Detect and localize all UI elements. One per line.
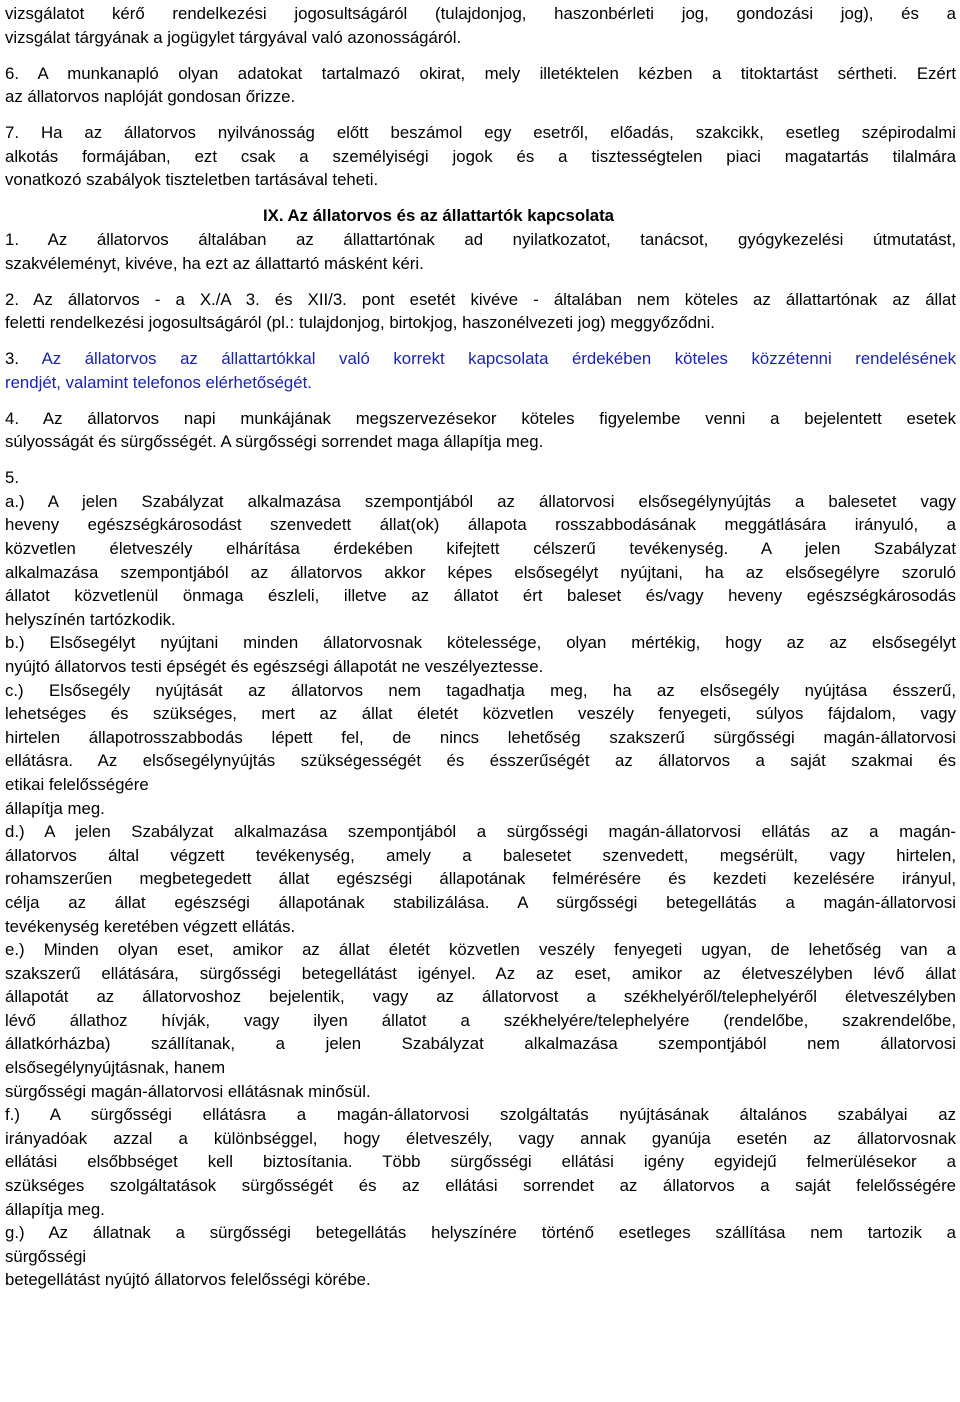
text-line: heveny egészségkárosodást szenvedett állat(ok) állapota rosszabbodásának meggátlására irányuló, a [5,515,956,535]
text-line: közvetlen életveszély elhárítása érdekében kifejtett célszerű tevékenység. A jelen Szabályzat [5,539,956,559]
text-line: szakvéleményt, kivéve, ha ezt az állattartó másként kéri. [5,253,424,273]
text-line: állatkórházba) szállítanak, a jelen Szabályzat alkalmazása szempontjából nem állatorvosi [5,1034,956,1054]
text-line: az állatorvos naplóját gondosan őrizze. [5,87,296,107]
paragraph-number: 5. [5,468,19,488]
text-line: szükséges szolgáltatások sürgősségét és az ellátási sorrendet az állatorvos a saját felelősségére [5,1176,956,1196]
text-line: állapítja meg. [5,1199,105,1219]
text-line: állapítja meg. [5,798,105,818]
section-heading: IX. Az állatorvos és az állattartók kapcsolata [263,206,614,226]
text-line: állatorvos által végzett tevékenység, amely a balesetet szenvedett, megsérült, vagy hirtelen, [5,845,956,865]
text-line: b.) Elsősegélyt nyújtani minden állatorvosnak kötelessége, olyan mértékig, hogy az az elsősegélyt [5,633,956,653]
text-line: tevékenység keretében végzett ellátás. [5,916,296,936]
text-line: f.) A sürgősségi ellátásra a magán-állatorvosi szolgáltatás nyújtásának általános szabályai az [5,1105,956,1125]
text-line: a.) A jelen Szabályzat alkalmazása szempontjából az állatorvosi elsősegélynyújtás a balesetet vagy [5,491,956,511]
text-line: vonatkozó szabályok tiszteletben tartásával teheti. [5,170,379,190]
text-line: etikai felelősségére [5,774,149,794]
text-line: c.) Elsősegély nyújtását az állatorvos nem tagadhatja meg, ha az elsősegély nyújtása ésszerű, [5,680,956,700]
text-line: alkotás formájában, ezt csak a személyiségi jogok és a tisztességtelen piaci magatartás tilalmára [5,146,956,166]
text-line: lehetséges és szükséges, mert az állat életét közvetlen veszély fenyegeti, súlyos fájdalom, vagy [5,704,956,724]
text-line: e.) Minden olyan eset, amikor az állat életét közvetlen veszély fenyegeti ugyan, de lehetőség van a [5,940,956,960]
paragraph-5 [5,466,956,1292]
text-line: rohamszerűen megbetegedett állat egészségi állapotának felmérésére és kezdeti kezelésére irányul, [5,869,956,889]
text-line: lévő állathoz hívják, vagy ilyen állatot a székhelyére/telephelyére (rendelőbe, szakrendelőbe, [5,1010,956,1030]
highlighted-text: rendjét, valamint telefonos elérhetőségét. [5,372,312,392]
text-line: vizsgálatot kérő rendelkezési jogosultságáról (tulajdonjog, haszonbérleti jog, gondozási jog), és a [5,4,956,23]
text-line: elsősegélynyújtásnak, hanem [5,1058,226,1078]
text-line: célja az állat egészségi állapotának stabilizálása. A sürgősségi betegellátás a magán-állatorvosi [5,892,956,912]
text-line: ellátási elsőbbséget kell biztosítania. Több sürgősségi ellátási igény egyidejű felmerülésekor a [5,1152,956,1172]
text-line: súlyosságát és sürgősségét. A sürgősségi sorrendet maga állapítja meg. [5,432,544,452]
paragraph-6 [5,62,956,109]
paragraph-7 [5,121,956,192]
text-line: állapotát az állatorvoshoz bejelentik, vagy az állatorvost a székhelyéről/telephelyéről életveszélyben [5,987,956,1007]
text-line: vizsgálat tárgyának a jogügylet tárgyával való azonosságáról. [5,27,462,47]
text-line: helyszínén tartózkodik. [5,609,176,629]
text-line: sürgősségi [5,1246,87,1266]
text-line: betegellátást nyújtó állatorvos felelősségi körébe. [5,1270,371,1290]
paragraph-2 [5,288,956,335]
text-line: 2. Az állatorvos - a X./A 3. és XII/3. pont esetét kivéve - általában nem köteles az állattartónak az állat [5,289,956,309]
text-line [5,347,956,371]
text-line: alkalmazása szempontjából az állatorvos akkor képes elsősegélyt nyújtani, ha az elsősegélyre szoruló [5,562,956,582]
text-line: irányadóak azzal a különbséggel, hogy életveszély, vagy annak gyanúja esetén az állatorvosnak [5,1128,956,1148]
text-line: feletti rendelkezési jogosultságáról (pl.: tulajdonjog, birtokjog, haszonélvezeti jog) meggyőződni. [5,313,715,333]
highlighted-text: Az állatorvos az állattartókkal való korrekt kapcsolata érdekében köteles közzétenni rendelésének [41,349,956,369]
text-line: nyújtó állatorvos testi épségét és egészségi állapotát ne veszélyeztesse. [5,656,544,676]
text-line: 7. Ha az állatorvos nyilvánosság előtt beszámol egy esetről, előadás, szakcikk, esetleg szépirodalmi [5,123,956,143]
paragraph-intro [5,2,956,49]
text-line: sürgősségi magán-állatorvosi ellátásnak minősül. [5,1081,371,1101]
text-line: ellátásra. Az elsősegélynyújtás szükségességét és ésszerűségét az állatorvos a saját szakmai és [5,751,956,771]
paragraph-number: 3. [5,349,42,369]
text-line: d.) A jelen Szabályzat alkalmazása szempontjából a sürgősségi magán-állatorvosi ellátás az a magán- [5,822,956,842]
text-line: szakszerű ellátására, sürgősségi betegellátást igényel. Az az eset, amikor az életveszélyben lévő állat [5,963,956,983]
paragraph-4 [5,407,956,454]
text-line: hirtelen állapotrosszabbodás lépett fel, de nincs lehetőség szakszerű sürgősségi magán-állatorvosi [5,727,956,747]
text-line: 1. Az állatorvos általában az állattartónak ad nyilatkozatot, tanácsot, gyógykezelési útmutatást, [5,229,956,249]
text-line: állatot közvetlenül önmaga észleli, illetve az állatot ért baleset és/vagy heveny egészségkárosodás [5,586,956,606]
text-line: 4. Az állatorvos napi munkájának megszervezésekor köteles figyelembe venni a bejelentett esetek [5,408,956,428]
text-line: 6. A munkanapló olyan adatokat tartalmazó okirat, mely illetéktelen kézben a titoktartást sértheti. Ezért [5,63,956,83]
paragraph-1 [5,228,956,275]
text-line: g.) Az állatnak a sürgősségi betegellátás helyszínére történő esetleges szállítása nem tartozik a [5,1223,956,1243]
paragraph-3 [5,347,956,394]
